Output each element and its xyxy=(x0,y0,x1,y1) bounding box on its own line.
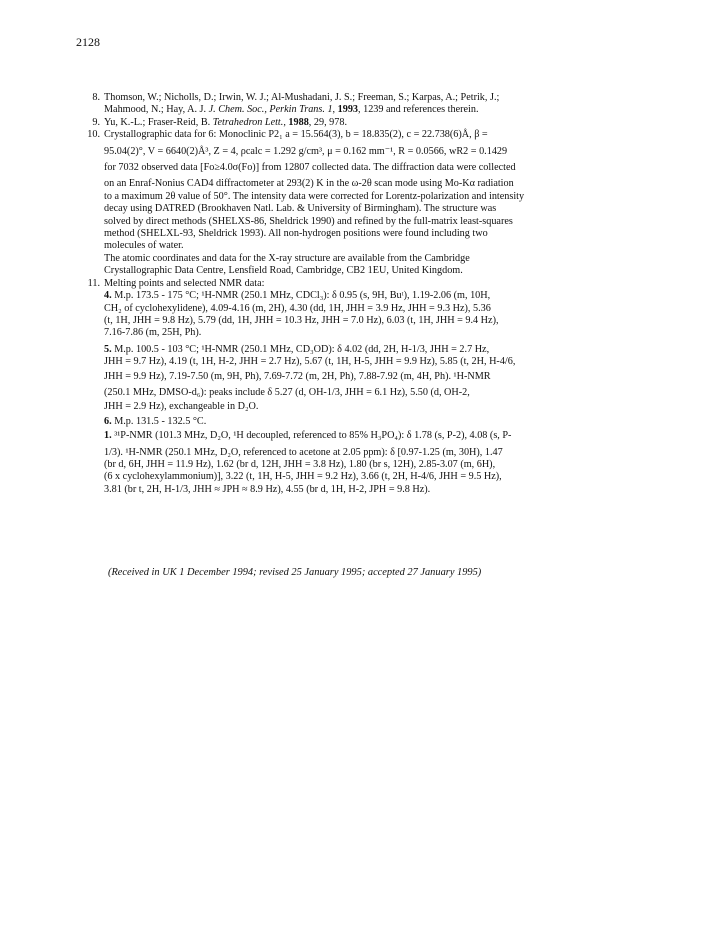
reference-line: 4. M.p. 173.5 - 175 °C; ¹H-NMR (250.1 MHz, CDCl₃): δ 0.95 (s, 9H, Buᵗ), 1.19-2.06 (m, 10H, xyxy=(104,290,491,302)
journal-name: Tetrahedron Lett. xyxy=(212,116,284,128)
reference-line: JHH = 9.7 Hz), 4.19 (t, 1H, H-2, JHH = 2.7 Hz), 5.67 (t, 1H, H-5, JHH = 9.9 Hz), 5.85 (t, 2H, H-4/6, xyxy=(104,356,516,368)
reference-line: JHH = 9.9 Hz), 7.19-7.50 (m, 9H, Ph), 7.69-7.72 (m, 2H, Ph), 7.88-7.92 (m, 4H, Ph). ¹H-NMR xyxy=(104,370,491,382)
reference-line: Melting points and selected NMR data: xyxy=(104,277,265,289)
reference-8 xyxy=(92,92,624,117)
reference-line: 1. ³¹P-NMR (101.3 MHz, D₂O, ¹H decoupled, referenced to 85% H₃PO₄): δ 1.78 (s, P-2), 4.08 (s, P- xyxy=(104,430,512,442)
page-number: 2128 xyxy=(76,35,100,49)
reference-line: molecules of water. xyxy=(104,240,184,252)
reference-11 xyxy=(87,277,624,497)
reference-line: 1/3). ¹H-NMR (250.1 MHz, D₂O, referenced to acetone at 2.05 ppm): δ [0.97-1.25 (m, 30H), 1.47 xyxy=(104,446,503,458)
reference-line: Thomson, W.; Nicholls, D.; Irwin, W. J.; Al-Mushadani, J. S.; Freeman, S.; Karpas, A.; Petrik, J.; xyxy=(104,92,500,103)
reference-line: 3.81 (br t, 2H, H-1/3, JHH ≈ JPH ≈ 8.9 Hz), 4.55 (br d, 1H, H-2, JPH = 9.8 Hz). xyxy=(104,483,431,495)
reference-line: to a maximum 2θ value of 50°. The intensity data were corrected for Lorentz-polarization and intensity xyxy=(104,190,525,202)
reference-line: (br d, 6H, JHH = 11.9 Hz), 1.62 (br d, 12H, JHH = 3.8 Hz), 1.80 (br s, 12H), 2.85-3.07 (m, 6H), xyxy=(104,458,496,470)
reference-9 xyxy=(92,116,624,129)
compound-6-data xyxy=(104,416,624,428)
reference-line: for 7032 observed data [Fo≥4.0σ(Fo)] from 12807 collected data. The diffraction data were collected xyxy=(104,162,516,174)
reference-line: CH₂ of cyclohexylidene), 4.09-4.16 (m, 2H), 4.30 (dd, 1H, JHH = 3.9 Hz, JHH = 9.3 Hz), 5.36 xyxy=(104,302,491,314)
compound-5-data xyxy=(104,344,624,414)
reference-number: 9. xyxy=(92,116,100,128)
reference-line: (6 x cyclohexylammonium)], 3.22 (t, 1H, H-5, JHH = 9.2 Hz), 3.66 (t, 2H, H-4/6, JHH = 9.5 Hz), xyxy=(104,471,502,483)
reference-line: 95.04(2)°, V = 6640(2)Å³, Z = 4, ρcalc = 1.292 g/cm³, μ = 0.162 mm⁻¹, R = 0.0566, wR2 = 0.1429 xyxy=(104,145,508,157)
reference-line: JHH = 2.9 Hz), exchangeable in D₂O. xyxy=(104,401,259,413)
reference-line: Mahmood, N.; Hay, A. J. J. Chem. Soc., Perkin Trans. 1, 1993, 1239 and references therein. xyxy=(104,104,479,116)
references-list xyxy=(87,92,624,496)
reference-line: 7.16-7.86 (m, 25H, Ph). xyxy=(104,327,202,339)
compound-4-data xyxy=(104,290,624,340)
year: 1988 xyxy=(288,116,309,128)
reference-number: 8. xyxy=(92,92,100,103)
reference-line: Yu, K.-L.; Fraser-Reid, B. Tetrahedron Lett., 1988, 29, 978. xyxy=(104,116,347,128)
compound-label: 1. xyxy=(104,430,112,442)
compound-label: 6. xyxy=(104,415,112,427)
received-dates: (Received in UK 1 December 1994; revised 25 January 1995; accepted 27 January 1995) xyxy=(108,567,482,578)
reference-line: (250.1 MHz, DMSO-d₆): peaks include δ 5.27 (d, OH-1/3, JHH = 6.1 Hz), 5.50 (d, OH-2, xyxy=(104,386,470,398)
reference-line: solved by direct methods (SHELXS-86, Sheldrick 1990) and refined by the full-matrix least-squares xyxy=(104,215,513,227)
reference-line: The atomic coordinates and data for the X-ray structure are available from the Cambridge xyxy=(104,252,470,264)
compound-1-data xyxy=(104,430,624,496)
reference-line: 5. M.p. 100.5 - 103 °C; ¹H-NMR (250.1 MHz, CD₃OD): δ 4.02 (dd, 2H, H-1/3, JHH = 2.7 Hz, xyxy=(104,343,490,355)
reference-number: 10. xyxy=(87,129,100,141)
compound-label: 5. xyxy=(104,343,112,355)
reference-line: 6. M.p. 131.5 - 132.5 °C. xyxy=(104,415,207,427)
year: 1993 xyxy=(337,104,359,116)
compound-label: 4. xyxy=(104,290,112,302)
reference-number: 11. xyxy=(87,277,100,289)
reference-line: (t, 1H, JHH = 9.8 Hz), 5.79 (dd, 1H, JHH = 10.3 Hz, JHH = 7.0 Hz), 6.03 (t, 1H, JHH = 9.4 Hz), xyxy=(104,314,499,326)
reference-line: Crystallographic data for 6: Monoclinic P2₁ a = 15.564(3), b = 18.835(2), c = 22.738(6)Å, β = xyxy=(104,129,488,141)
reference-line: method (SHELXL-93, Sheldrick 1993). All non-hydrogen positions were found including two xyxy=(104,228,488,240)
reference-line: on an Enraf-Nonius CAD4 diffractometer at 293(2) K in the ω-2θ scan mode using Mo-Kα radiation xyxy=(104,178,514,190)
reference-10 xyxy=(87,129,624,277)
reference-line: Crystallographic Data Centre, Lensfield Road, Cambridge, CB2 1EU, United Kingdom. xyxy=(104,265,463,277)
journal-name: J. Chem. Soc., Perkin Trans. 1 xyxy=(208,104,333,116)
reference-line: decay using DATRED (Brookhaven Natl. Lab. & University of Birmingham). The structure was xyxy=(104,203,497,215)
